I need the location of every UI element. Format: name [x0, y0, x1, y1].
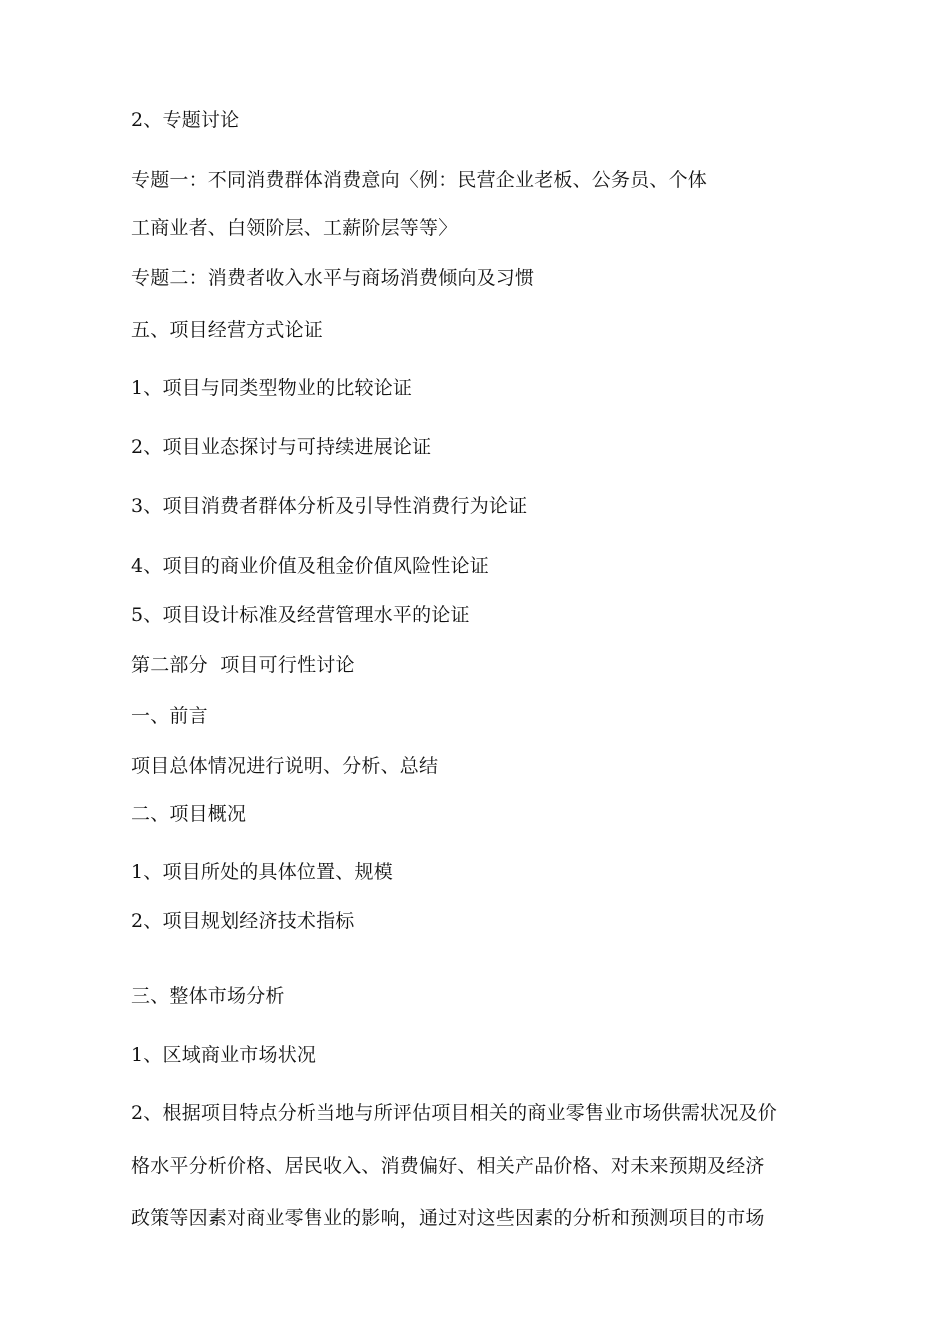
section-heading-operation-mode: 五、项目经营方式论证 — [131, 319, 324, 341]
paragraph-topic-one-line-2: 工商业者、白领阶层、工薪阶层等等〉 — [131, 217, 458, 239]
list-item-planning-indicators: 2、项目规划经济技术指标 — [131, 910, 355, 932]
list-item-location: 1、项目所处的具体位置、规模 — [131, 861, 393, 883]
list-item-regional-market: 1、区域商业市场状况 — [131, 1044, 317, 1066]
list-item-comparison: 1、项目与同类型物业的比较论证 — [131, 377, 413, 399]
paragraph-topic-one-line-1: 专题一：不同消费群体消费意向〈例：民营企业老板、公务员、个体 — [131, 169, 708, 191]
paragraph-preface: 项目总体情况进行说明、分析、总结 — [131, 755, 439, 777]
paragraph-market-line-1: 2、根据项目特点分析当地与所评估项目相关的商业零售业市场供需状况及价 — [131, 1102, 777, 1124]
part-heading-feasibility: 第二部分 项目可行性讨论 — [131, 654, 355, 676]
list-item-design-standards: 5、项目设计标准及经营管理水平的论证 — [131, 604, 470, 626]
section-heading-market-analysis: 三、整体市场分析 — [131, 985, 285, 1007]
paragraph-topic-two: 专题二：消费者收入水平与商场消费倾向及习惯 — [131, 267, 535, 289]
list-item-commercial-value: 4、项目的商业价值及租金价值风险性论证 — [131, 555, 489, 577]
section-heading-preface: 一、前言 — [131, 705, 208, 727]
section-heading-overview: 二、项目概况 — [131, 803, 247, 825]
section-heading-topic-discussion: 2、专题讨论 — [131, 109, 240, 131]
list-item-business-format: 2、项目业态探讨与可持续进展论证 — [131, 436, 432, 458]
list-item-consumer-groups: 3、项目消费者群体分析及引导性消费行为论证 — [131, 495, 528, 517]
paragraph-market-line-3: 政策等因素对商业零售业的影响，通过对这些因素的分析和预测项目的市场 — [131, 1207, 765, 1229]
paragraph-market-line-2: 格水平分析价格、居民收入、消费偏好、相关产品价格、对未来预期及经济 — [131, 1155, 765, 1177]
